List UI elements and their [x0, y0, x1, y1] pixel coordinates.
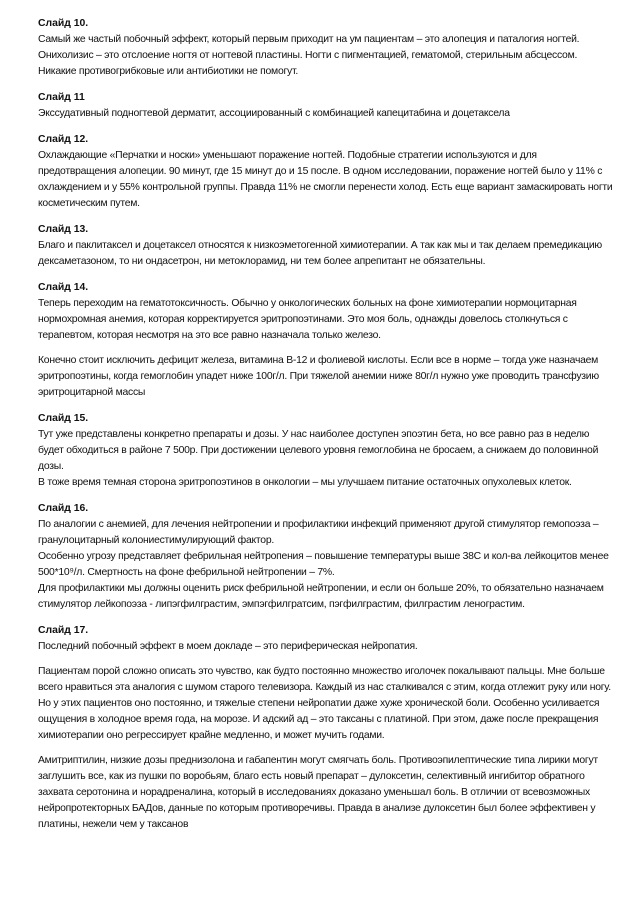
slide-15 — [38, 411, 614, 491]
slide-paragraph: В тоже время темная сторона эритропоэтинов в онкологии – мы улучшаем питание остаточных опухолевых клеток. — [38, 477, 572, 488]
slide-paragraph: Пациентам порой сложно описать это чувство, как будто постоянно множество иголочек покалывают пальцы. Мне больше всего нравиться эта аналогия с шумом старого телевизора. Каждый из нас сталкивался с этим, когда отлежит руку или ногу. Но у этих пациентов оно постоянно, и тяжелые степени нейропатии даже хуже хронической боли. Особенно усиливается ощущения в холодное время года, на морозе. И адский ад – это таксаны с платиной. При этом, даже после прекращения химиотерапии оно регрессирует крайне медленно, и может мучить годами. — [38, 666, 611, 741]
slide-title: Слайд 14. — [38, 282, 89, 293]
slide-16 — [38, 501, 614, 613]
slide-paragraph: Тут уже представлены конкретно препараты и дозы. У нас наиболее доступен эпоэтин бета, но все равно раз в неделю будет обходиться в районе 7 500р. При достижении целевого уровня гемоглобина не бросаем, а снижаем до половинной дозы. — [38, 429, 599, 472]
slide-title: Слайд 11 — [38, 92, 85, 103]
slide-paragraph: Для профилактики мы должны оценить риск фебрильной нейтропении, и если он больше 20%, то обязательно назначаем стимулятор лейкопоэза - липэгфилграстим, эмпэгфилгратсим, пэгфилграстим, филграстим ленограстим. — [38, 583, 604, 610]
slide-paragraph: Благо и паклитаксел и доцетаксел относятся к низкоэметогенной химиотерапии. А так как мы и так делаем премедикацию дексаметазоном, то ни ондасетрон, ни метоклорамид, ни тем более апрепитант не обязательны. — [38, 240, 602, 267]
slide-paragraph: Конечно стоит исключить дефицит железа, витамина B-12 и фолиевой кислоты. Если все в норме – тогда уже назначаем эритропоэтины, когда гемоглобин упадет ниже 100г/л. При тяжелой анемии ниже 80г/л нужно уже проводить трансфузию эритроцитарной массы — [38, 355, 599, 398]
slide-paragraph: Охлаждающие «Перчатки и носки» уменьшают поражение ногтей. Подобные стратегии используются и для предотвращения алопеции. 90 минут, где 15 минут до и 15 после. В одном исследовании, поражение ногтей было у 11% с охлаждением и у 55% контрольной группы. Правда 11% не смогли перенести холод. Есть еще вариант замаскировать ногти косметическим путем. — [38, 150, 613, 209]
slide-paragraph: По аналогии с анемией, для лечения нейтропении и профилактики инфекций применяют другой стимулятор гемопоэза – гранулоцитарный колониестимулирующий фактор. — [38, 519, 599, 546]
slide-10 — [38, 16, 614, 80]
slide-11 — [38, 90, 614, 122]
slide-12 — [38, 132, 614, 212]
slide-14 — [38, 280, 614, 401]
slide-paragraph: Особенно угрозу представляет фебрильная нейтропения – повышение температуры выше 38С и кол-ва лейкоцитов менее 500*10⁹/л. Смертность на фоне фебрильной нейтропении – 7%. — [38, 551, 609, 578]
slide-13 — [38, 222, 614, 270]
slide-title: Слайд 16. — [38, 503, 89, 514]
slide-paragraph: Теперь переходим на гематотоксичность. Обычно у онкологических больных на фоне химиотерапии нормоцитарная нормохромная анемия, которая корректируется эритропоэтинами. Это моя боль, однажды довелось столкнуться с терапевтом, которая несмотря на это все равно назначала только железо. — [38, 298, 577, 341]
slide-paragraph: Экссудативный подногтевой дерматит, ассоциированный с комбинацией капецитабина и доцетаксела — [38, 108, 510, 119]
slide-paragraph: Амитриптилин, низкие дозы преднизолона и габапентин могут смягчать боль. Противоэпилептические типа лирики могут заглушить все, как из пушки по воробьям, благо есть новый препарат – дулоксетин, селективный ингибитор обратного захвата серотонина и норадреналина, который в исследованиях доказано уменьшал боль. В отличии от всевозможных нейропротекторных БАДов, данные по которым противоречивы. Правда в анализе дулоксетин был более эффективен у платины, нежели чем у таксанов — [38, 755, 598, 830]
slide-title: Слайд 17. — [38, 625, 89, 636]
slide-paragraph: Последний побочный эффект в моем докладе – это периферическая нейропатия. — [38, 641, 418, 652]
slide-17 — [38, 623, 614, 833]
slide-title: Слайд 12. — [38, 134, 89, 145]
slide-paragraph: Самый же частый побочный эффект, который первым приходит на ум пациентам – это алопеция и паталогия ногтей. Онихолизис – это отслоение ногтя от ногтевой пластины. Ногти с пигментацией, гематомой, стерильным абсцессом. Никакие противогрибковые или антибиотики не помогут. — [38, 34, 580, 77]
slide-title: Слайд 13. — [38, 224, 89, 235]
slide-title: Слайд 15. — [38, 413, 89, 424]
slide-title: Слайд 10. — [38, 18, 89, 29]
